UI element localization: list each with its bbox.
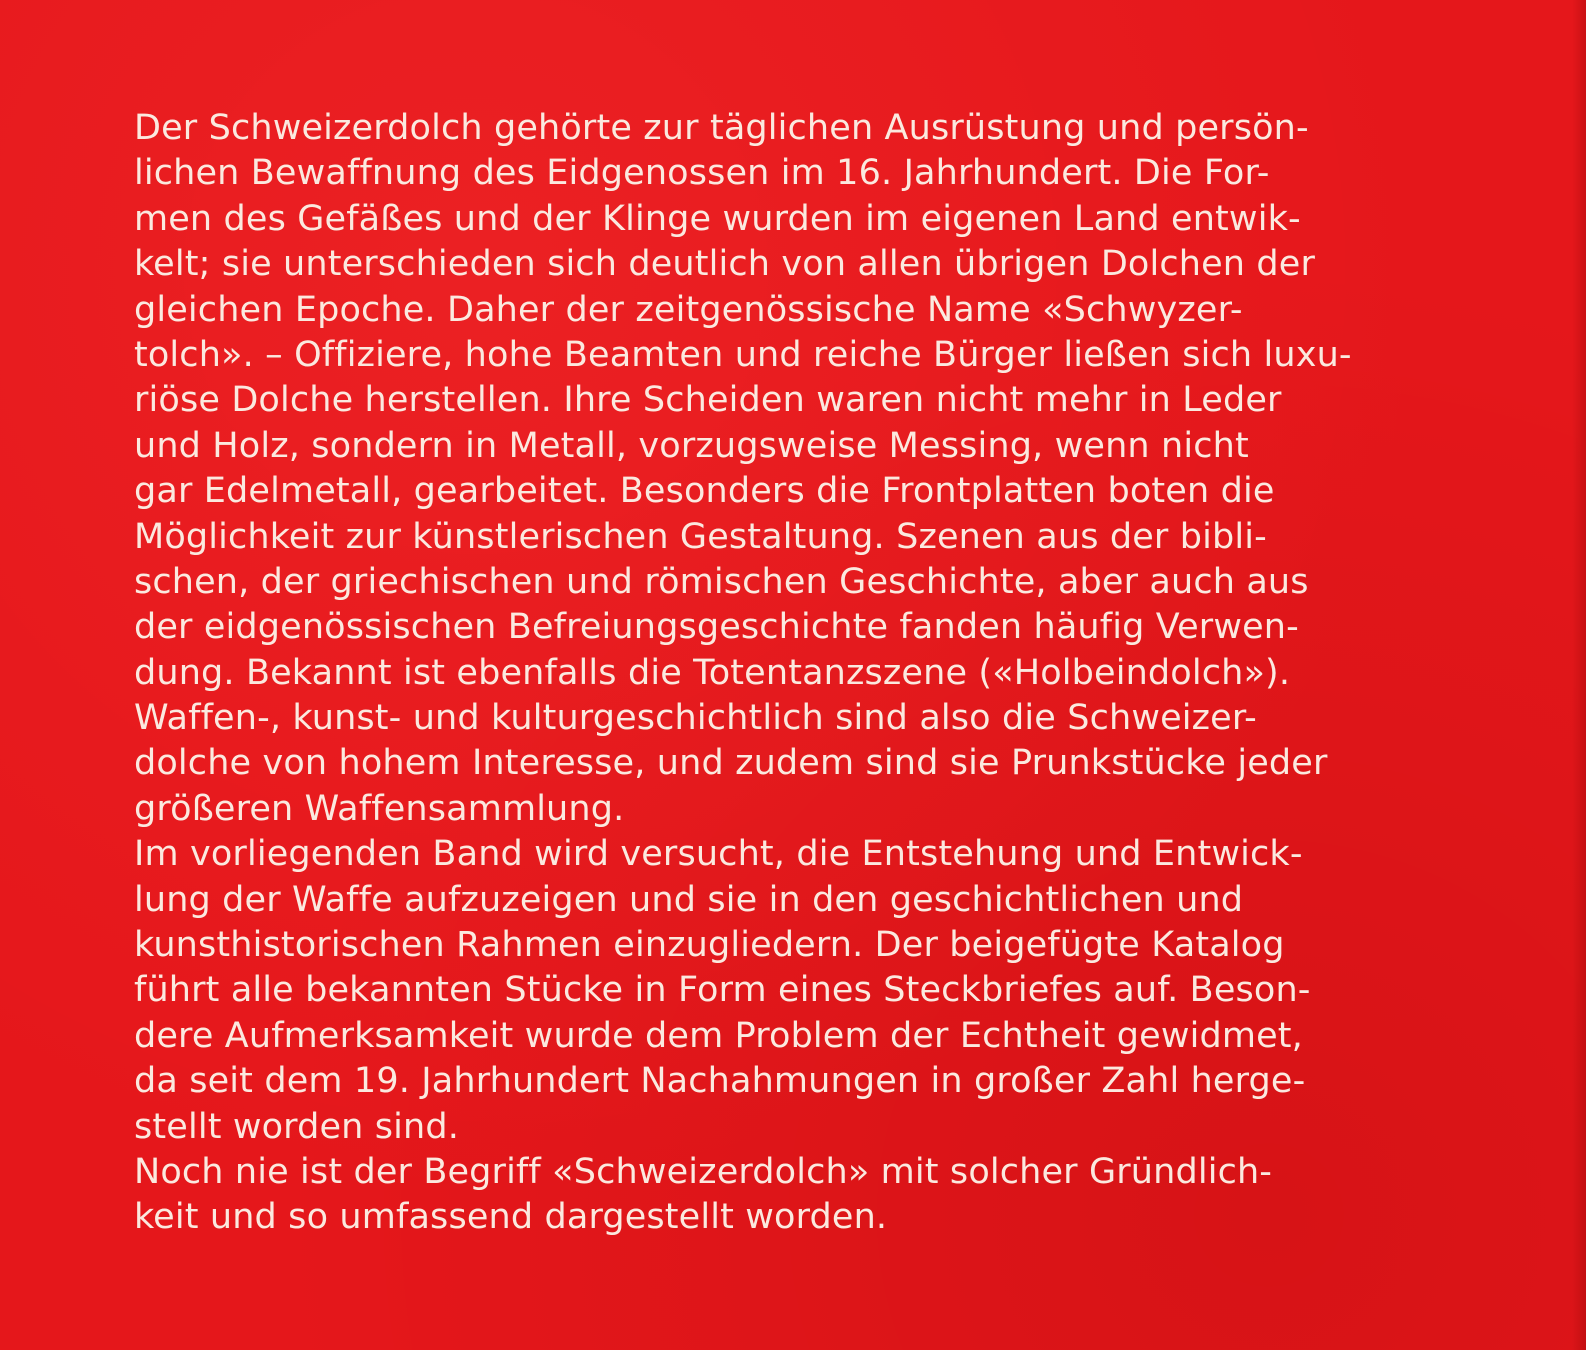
text-line: lung der Waffe aufzuzeigen und sie in den geschichtlichen und [134, 879, 1244, 920]
text-line: Noch nie ist der Begriff «Schweizerdolch» mit solcher Gründlich- [134, 1151, 1273, 1192]
text-line: Möglichkeit zur künstlerischen Gestaltung. Szenen aus der bibli- [134, 516, 1267, 557]
text-line: der eidgenössischen Befreiungsgeschichte fanden häufig Verwen- [134, 607, 1299, 648]
text-line: lichen Bewaffnung des Eidgenossen im 16. Jahrhundert. Die For- [134, 153, 1270, 194]
page-edge-shadow [1572, 0, 1586, 1350]
text-line: kelt; sie unterschieden sich deutlich von allen übrigen Dolchen der [134, 244, 1315, 285]
text-line: führt alle bekannten Stücke in Form eines Steckbriefes auf. Beson- [134, 970, 1311, 1011]
text-line: gar Edelmetall, gearbeitet. Besonders die Frontplatten boten die [134, 471, 1275, 512]
text-line: stellt worden sind. [134, 1106, 459, 1147]
text-line: keit und so umfassend dargestellt worden. [134, 1197, 888, 1238]
text-line: da seit dem 19. Jahrhundert Nachahmungen in großer Zahl herge- [134, 1061, 1306, 1102]
text-line: Waffen-, kunst- und kulturgeschichtlich sind also die Schweizer- [134, 698, 1257, 739]
text-line: und Holz, sondern in Metall, vorzugsweise Messing, wenn nicht [134, 425, 1249, 466]
text-line: dere Aufmerksamkeit wurde dem Problem der Echtheit gewidmet, [134, 1015, 1303, 1056]
text-line: kunsthistorischen Rahmen einzugliedern. Der beigefügte Katalog [134, 925, 1285, 966]
text-line: men des Gefäßes und der Klinge wurden im eigenen Land entwik- [134, 198, 1301, 239]
text-line: Der Schweizerdolch gehörte zur täglichen Ausrüstung und persön- [134, 108, 1309, 148]
text-line: größeren Waffensammlung. [134, 788, 625, 829]
text-line: gleichen Epoche. Daher der zeitgenössische Name «Schwyzer- [134, 289, 1243, 330]
text-line: Im vorliegenden Band wird versucht, die Entstehung und Entwick- [134, 834, 1303, 875]
text-line: riöse Dolche herstellen. Ihre Scheiden waren nicht mehr in Leder [134, 380, 1282, 421]
text-line: tolch». – Offiziere, hohe Beamten und reiche Bürger ließen sich luxu- [134, 334, 1352, 375]
text-line: dung. Bekannt ist ebenfalls die Totentanzszene («Holbeindolch»). [134, 652, 1291, 693]
text-line: dolche von hohem Interesse, und zudem sind sie Prunkstücke jeder [134, 743, 1328, 784]
blurb-text [134, 106, 1434, 1241]
text-line: schen, der griechischen und römischen Geschichte, aber auch aus [134, 561, 1309, 602]
